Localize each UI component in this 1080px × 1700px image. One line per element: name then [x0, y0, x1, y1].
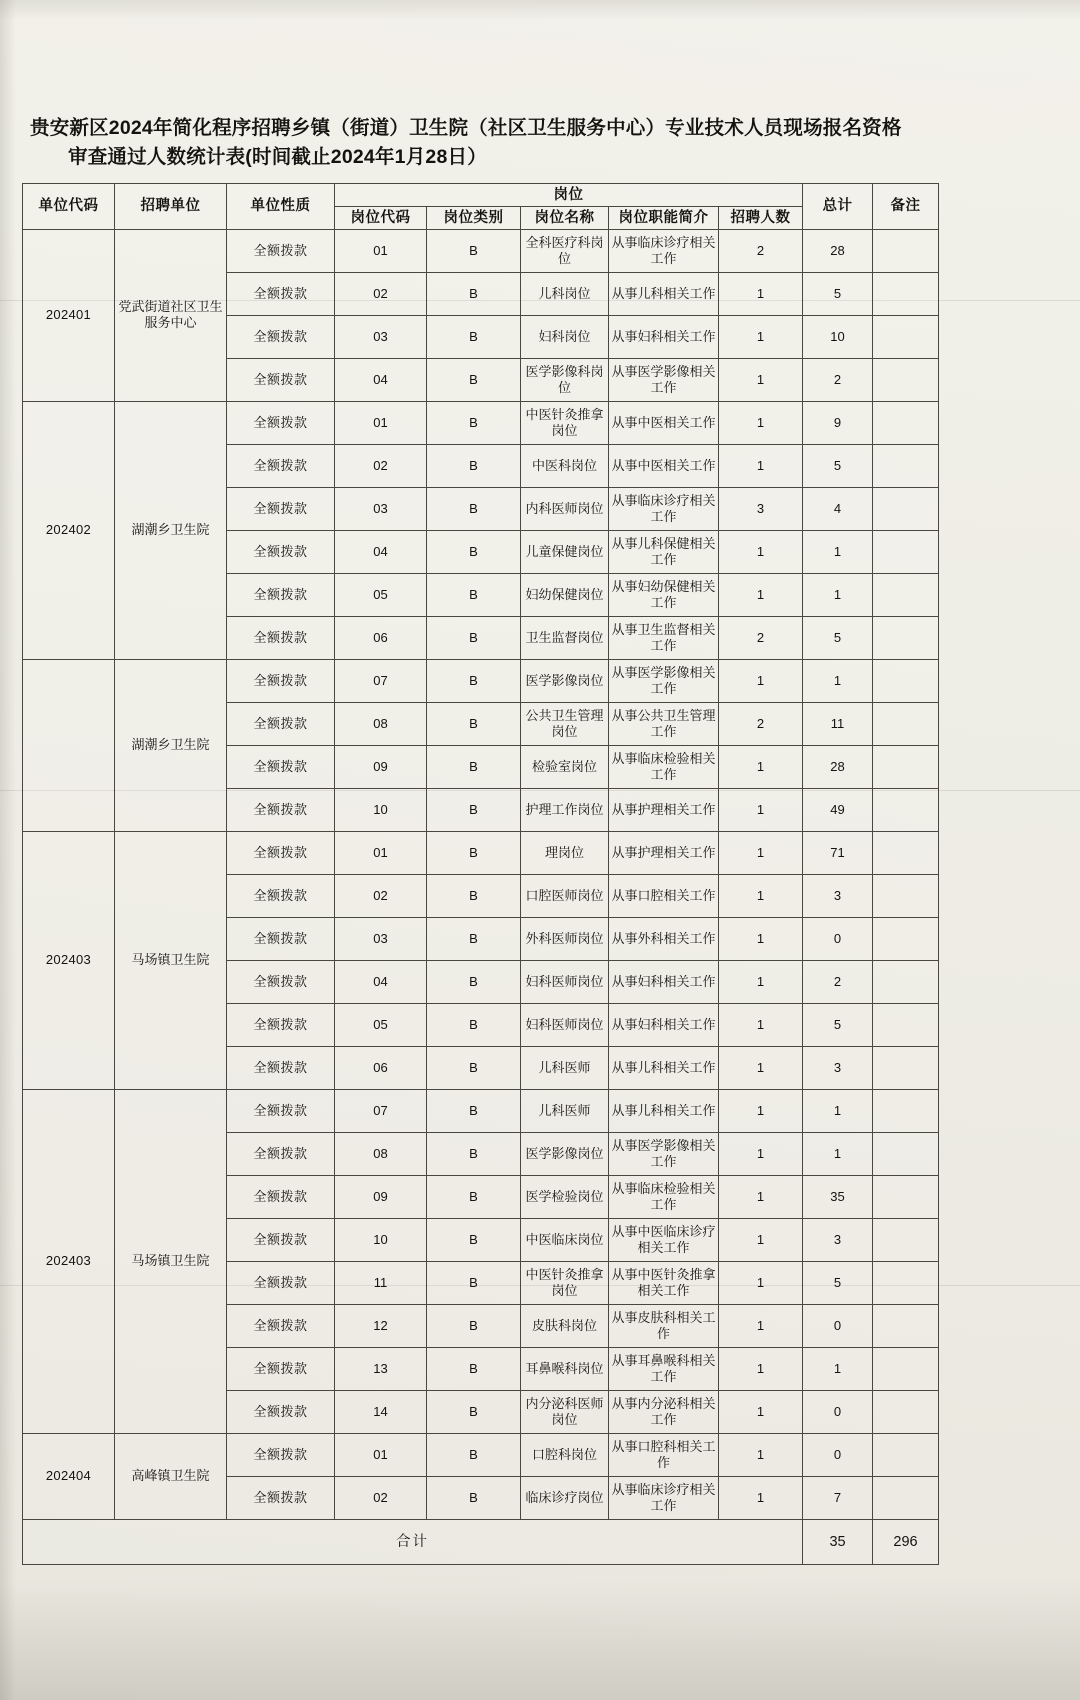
cell-recruit-count: 1 — [719, 1218, 803, 1261]
cell-post-category: B — [427, 917, 521, 960]
cell-post-category: B — [427, 702, 521, 745]
cell-remark — [873, 229, 939, 272]
cell-post-name: 儿科岗位 — [521, 272, 609, 315]
cell-post-code: 03 — [335, 917, 427, 960]
cell-post-name: 医学影像岗位 — [521, 1132, 609, 1175]
cell-remark — [873, 358, 939, 401]
cell-recruit-count: 1 — [719, 788, 803, 831]
cell-post-duty: 从事耳鼻喉科相关工作 — [609, 1347, 719, 1390]
cell-unit-nature: 全额拨款 — [227, 401, 335, 444]
cell-post-name: 口腔科岗位 — [521, 1433, 609, 1476]
cell-post-name: 儿科医师 — [521, 1089, 609, 1132]
cell-remark — [873, 487, 939, 530]
cell-post-code: 10 — [335, 1218, 427, 1261]
cell-total: 28 — [803, 229, 873, 272]
cell-total: 11 — [803, 702, 873, 745]
cell-total: 1 — [803, 573, 873, 616]
cell-post-duty: 从事护理相关工作 — [609, 788, 719, 831]
cell-post-category: B — [427, 573, 521, 616]
footer-label: 合计 — [23, 1519, 803, 1564]
cell-post-code: 05 — [335, 1003, 427, 1046]
header-unit-nature: 单位性质 — [227, 183, 335, 229]
table-row — [23, 401, 939, 444]
cell-post-name: 临床诊疗岗位 — [521, 1476, 609, 1519]
cell-recruit-count: 1 — [719, 659, 803, 702]
cell-post-duty: 从事外科相关工作 — [609, 917, 719, 960]
cell-recruit-count: 1 — [719, 573, 803, 616]
cell-total: 35 — [803, 1175, 873, 1218]
cell-post-category: B — [427, 1347, 521, 1390]
cell-unit-nature: 全额拨款 — [227, 1175, 335, 1218]
header-recruit-unit: 招聘单位 — [115, 183, 227, 229]
cell-post-category: B — [427, 530, 521, 573]
cell-post-code: 12 — [335, 1304, 427, 1347]
cell-post-category: B — [427, 960, 521, 1003]
cell-recruit-count: 2 — [719, 616, 803, 659]
table-footer-row — [23, 1519, 939, 1564]
table-body — [23, 229, 939, 1519]
cell-post-category: B — [427, 1132, 521, 1175]
cell-post-name: 医学影像科岗位 — [521, 358, 609, 401]
cell-post-duty: 从事中医临床诊疗相关工作 — [609, 1218, 719, 1261]
table-row — [23, 229, 939, 272]
page-edge-shadow-left — [0, 0, 16, 1700]
cell-post-duty: 从事妇科相关工作 — [609, 1003, 719, 1046]
cell-post-code: 07 — [335, 1089, 427, 1132]
cell-post-duty: 从事儿科相关工作 — [609, 1046, 719, 1089]
cell-total: 3 — [803, 874, 873, 917]
cell-recruit-count: 1 — [719, 272, 803, 315]
cell-remark — [873, 616, 939, 659]
cell-post-code: 06 — [335, 1046, 427, 1089]
cell-recruit-count: 1 — [719, 1003, 803, 1046]
cell-total: 0 — [803, 1390, 873, 1433]
cell-post-name: 耳鼻喉科岗位 — [521, 1347, 609, 1390]
cell-post-category: B — [427, 272, 521, 315]
cell-unit-code: 202401 — [23, 229, 115, 401]
cell-recruit-unit: 马场镇卫生院 — [115, 831, 227, 1089]
statistics-sheet — [22, 108, 938, 1565]
header-recruit-count: 招聘人数 — [719, 206, 803, 229]
cell-total: 28 — [803, 745, 873, 788]
cell-post-duty: 从事医学影像相关工作 — [609, 358, 719, 401]
cell-recruit-count: 1 — [719, 960, 803, 1003]
cell-unit-code: 202404 — [23, 1433, 115, 1519]
cell-post-category: B — [427, 358, 521, 401]
cell-post-name: 口腔医师岗位 — [521, 874, 609, 917]
document-title — [22, 108, 938, 183]
cell-total: 4 — [803, 487, 873, 530]
cell-post-category: B — [427, 788, 521, 831]
cell-post-name: 卫生监督岗位 — [521, 616, 609, 659]
cell-post-code: 02 — [335, 444, 427, 487]
cell-post-code: 10 — [335, 788, 427, 831]
cell-post-duty: 从事中医针灸推拿相关工作 — [609, 1261, 719, 1304]
cell-recruit-count: 1 — [719, 917, 803, 960]
cell-recruit-count: 3 — [719, 487, 803, 530]
page-edge-shadow-bottom — [0, 1580, 1080, 1700]
cell-post-code: 06 — [335, 616, 427, 659]
cell-post-name: 内分泌科医师岗位 — [521, 1390, 609, 1433]
cell-recruit-count: 1 — [719, 1304, 803, 1347]
header-post-code: 岗位代码 — [335, 206, 427, 229]
cell-remark — [873, 315, 939, 358]
cell-unit-nature: 全额拨款 — [227, 1433, 335, 1476]
cell-total: 5 — [803, 272, 873, 315]
cell-post-duty: 从事儿科相关工作 — [609, 272, 719, 315]
cell-post-duty: 从事妇科相关工作 — [609, 315, 719, 358]
cell-post-code: 04 — [335, 358, 427, 401]
header-total: 总计 — [803, 183, 873, 229]
cell-post-duty: 从事临床诊疗相关工作 — [609, 229, 719, 272]
cell-remark — [873, 1261, 939, 1304]
cell-post-category: B — [427, 831, 521, 874]
cell-post-duty: 从事临床检验相关工作 — [609, 1175, 719, 1218]
cell-remark — [873, 1304, 939, 1347]
cell-total: 9 — [803, 401, 873, 444]
cell-unit-nature: 全额拨款 — [227, 229, 335, 272]
cell-post-duty: 从事临床检验相关工作 — [609, 745, 719, 788]
header-unit-code: 单位代码 — [23, 183, 115, 229]
cell-remark — [873, 401, 939, 444]
cell-total: 0 — [803, 1304, 873, 1347]
cell-total: 5 — [803, 616, 873, 659]
cell-post-name: 检验室岗位 — [521, 745, 609, 788]
cell-total: 1 — [803, 1347, 873, 1390]
cell-recruit-count: 1 — [719, 831, 803, 874]
cell-post-name: 内科医师岗位 — [521, 487, 609, 530]
header-remark: 备注 — [873, 183, 939, 229]
cell-post-duty: 从事儿科保健相关工作 — [609, 530, 719, 573]
cell-post-code: 14 — [335, 1390, 427, 1433]
cell-post-duty: 从事皮肤科相关工作 — [609, 1304, 719, 1347]
cell-post-name: 妇科岗位 — [521, 315, 609, 358]
cell-remark — [873, 1175, 939, 1218]
cell-total: 0 — [803, 917, 873, 960]
cell-post-duty: 从事中医相关工作 — [609, 444, 719, 487]
table-header-row-1 — [23, 183, 939, 206]
cell-post-code: 07 — [335, 659, 427, 702]
cell-unit-nature: 全额拨款 — [227, 702, 335, 745]
cell-recruit-count: 1 — [719, 1390, 803, 1433]
cell-total: 0 — [803, 1433, 873, 1476]
document-title-line2: 审查通过人数统计表(时间截止2024年1月28日） — [68, 146, 487, 169]
cell-total: 10 — [803, 315, 873, 358]
cell-unit-nature: 全额拨款 — [227, 1132, 335, 1175]
cell-recruit-count: 1 — [719, 1261, 803, 1304]
cell-post-duty: 从事中医相关工作 — [609, 401, 719, 444]
cell-unit-nature: 全额拨款 — [227, 616, 335, 659]
cell-post-code: 01 — [335, 401, 427, 444]
cell-post-category: B — [427, 1304, 521, 1347]
cell-post-code: 02 — [335, 1476, 427, 1519]
cell-remark — [873, 1089, 939, 1132]
cell-total: 5 — [803, 1003, 873, 1046]
cell-recruit-count: 1 — [719, 444, 803, 487]
cell-post-duty: 从事口腔相关工作 — [609, 874, 719, 917]
cell-post-category: B — [427, 1089, 521, 1132]
cell-remark — [873, 272, 939, 315]
cell-unit-nature: 全额拨款 — [227, 272, 335, 315]
cell-recruit-count: 2 — [719, 229, 803, 272]
cell-unit-nature: 全额拨款 — [227, 917, 335, 960]
cell-remark — [873, 831, 939, 874]
cell-remark — [873, 1347, 939, 1390]
cell-recruit-count: 1 — [719, 1433, 803, 1476]
cell-post-category: B — [427, 444, 521, 487]
cell-remark — [873, 745, 939, 788]
cell-unit-nature: 全额拨款 — [227, 1003, 335, 1046]
cell-remark — [873, 917, 939, 960]
cell-post-name: 妇科医师岗位 — [521, 1003, 609, 1046]
cell-post-duty: 从事临床诊疗相关工作 — [609, 487, 719, 530]
cell-post-name: 护理工作岗位 — [521, 788, 609, 831]
cell-total: 1 — [803, 530, 873, 573]
cell-post-code: 01 — [335, 1433, 427, 1476]
cell-total: 2 — [803, 358, 873, 401]
cell-post-name: 医学影像岗位 — [521, 659, 609, 702]
cell-post-duty: 从事内分泌科相关工作 — [609, 1390, 719, 1433]
cell-post-category: B — [427, 1476, 521, 1519]
cell-unit-code — [23, 659, 115, 831]
cell-post-duty: 从事妇幼保健相关工作 — [609, 573, 719, 616]
cell-post-duty: 从事护理相关工作 — [609, 831, 719, 874]
cell-total: 5 — [803, 444, 873, 487]
cell-post-name: 中医针灸推拿岗位 — [521, 1261, 609, 1304]
cell-post-code: 13 — [335, 1347, 427, 1390]
cell-total: 49 — [803, 788, 873, 831]
cell-remark — [873, 1046, 939, 1089]
cell-total: 2 — [803, 960, 873, 1003]
cell-unit-nature: 全额拨款 — [227, 960, 335, 1003]
cell-unit-nature: 全额拨款 — [227, 831, 335, 874]
cell-post-code: 04 — [335, 960, 427, 1003]
cell-post-code: 09 — [335, 745, 427, 788]
cell-post-duty: 从事口腔科相关工作 — [609, 1433, 719, 1476]
cell-post-name: 公共卫生管理岗位 — [521, 702, 609, 745]
document-title-line1: 贵安新区2024年简化程序招聘乡镇（街道）卫生院（社区卫生服务中心）专业技术人员现场报名资格 — [30, 117, 902, 139]
cell-total: 1 — [803, 1089, 873, 1132]
cell-unit-nature: 全额拨款 — [227, 358, 335, 401]
cell-unit-nature: 全额拨款 — [227, 1476, 335, 1519]
cell-post-category: B — [427, 229, 521, 272]
cell-total: 7 — [803, 1476, 873, 1519]
cell-unit-nature: 全额拨款 — [227, 874, 335, 917]
cell-post-code: 03 — [335, 315, 427, 358]
cell-recruit-unit: 党武街道社区卫生服务中心 — [115, 229, 227, 401]
cell-unit-nature: 全额拨款 — [227, 487, 335, 530]
cell-post-category: B — [427, 1390, 521, 1433]
cell-remark — [873, 1433, 939, 1476]
header-post-duty: 岗位职能简介 — [609, 206, 719, 229]
cell-post-category: B — [427, 616, 521, 659]
cell-remark — [873, 1132, 939, 1175]
cell-post-code: 04 — [335, 530, 427, 573]
cell-post-category: B — [427, 315, 521, 358]
cell-remark — [873, 788, 939, 831]
header-post-name: 岗位名称 — [521, 206, 609, 229]
cell-post-code: 02 — [335, 272, 427, 315]
cell-post-name: 妇幼保健岗位 — [521, 573, 609, 616]
cell-recruit-count: 1 — [719, 874, 803, 917]
footer-recruit-count: 35 — [803, 1519, 873, 1564]
cell-recruit-count: 1 — [719, 745, 803, 788]
cell-recruit-count: 1 — [719, 315, 803, 358]
cell-unit-nature: 全额拨款 — [227, 745, 335, 788]
table-row — [23, 1433, 939, 1476]
cell-post-category: B — [427, 1175, 521, 1218]
cell-recruit-unit: 高峰镇卫生院 — [115, 1433, 227, 1519]
cell-post-name: 医学检验岗位 — [521, 1175, 609, 1218]
cell-post-name: 儿童保健岗位 — [521, 530, 609, 573]
header-post-category: 岗位类别 — [427, 206, 521, 229]
cell-post-duty: 从事医学影像相关工作 — [609, 1132, 719, 1175]
cell-post-category: B — [427, 1218, 521, 1261]
cell-post-duty: 从事临床诊疗相关工作 — [609, 1476, 719, 1519]
cell-post-name: 儿科医师 — [521, 1046, 609, 1089]
cell-unit-nature: 全额拨款 — [227, 1347, 335, 1390]
cell-remark — [873, 874, 939, 917]
cell-recruit-unit: 湖潮乡卫生院 — [115, 401, 227, 659]
cell-unit-code: 202403 — [23, 831, 115, 1089]
cell-recruit-count: 1 — [719, 1132, 803, 1175]
cell-remark — [873, 1390, 939, 1433]
cell-remark — [873, 659, 939, 702]
cell-post-name: 理岗位 — [521, 831, 609, 874]
cell-post-code: 08 — [335, 1132, 427, 1175]
cell-total: 1 — [803, 659, 873, 702]
cell-unit-code: 202403 — [23, 1089, 115, 1433]
cell-post-duty: 从事卫生监督相关工作 — [609, 616, 719, 659]
cell-recruit-count: 1 — [719, 1347, 803, 1390]
table-row — [23, 831, 939, 874]
header-post-group: 岗位 — [335, 183, 803, 206]
cell-post-category: B — [427, 1046, 521, 1089]
cell-recruit-count: 1 — [719, 358, 803, 401]
cell-post-duty: 从事儿科相关工作 — [609, 1089, 719, 1132]
cell-unit-nature: 全额拨款 — [227, 1261, 335, 1304]
cell-recruit-count: 1 — [719, 1089, 803, 1132]
cell-recruit-count: 1 — [719, 1175, 803, 1218]
cell-recruit-count: 1 — [719, 401, 803, 444]
cell-unit-nature: 全额拨款 — [227, 659, 335, 702]
cell-unit-nature: 全额拨款 — [227, 444, 335, 487]
cell-recruit-unit: 马场镇卫生院 — [115, 1089, 227, 1433]
table-row — [23, 1089, 939, 1132]
cell-post-code: 01 — [335, 831, 427, 874]
cell-post-category: B — [427, 874, 521, 917]
cell-post-category: B — [427, 487, 521, 530]
cell-post-code: 08 — [335, 702, 427, 745]
cell-total: 1 — [803, 1132, 873, 1175]
cell-unit-nature: 全额拨款 — [227, 1304, 335, 1347]
cell-total: 3 — [803, 1218, 873, 1261]
cell-post-code: 02 — [335, 874, 427, 917]
table-row — [23, 659, 939, 702]
cell-remark — [873, 1476, 939, 1519]
cell-post-category: B — [427, 1433, 521, 1476]
cell-post-duty: 从事妇科相关工作 — [609, 960, 719, 1003]
cell-total: 5 — [803, 1261, 873, 1304]
cell-remark — [873, 960, 939, 1003]
cell-post-category: B — [427, 1261, 521, 1304]
cell-total: 71 — [803, 831, 873, 874]
cell-recruit-count: 2 — [719, 702, 803, 745]
cell-post-code: 09 — [335, 1175, 427, 1218]
cell-recruit-count: 1 — [719, 1046, 803, 1089]
cell-total: 3 — [803, 1046, 873, 1089]
footer-total: 296 — [873, 1519, 939, 1564]
cell-post-code: 01 — [335, 229, 427, 272]
cell-post-category: B — [427, 401, 521, 444]
cell-post-name: 全科医疗科岗位 — [521, 229, 609, 272]
statistics-table — [22, 183, 939, 1565]
cell-post-category: B — [427, 1003, 521, 1046]
cell-recruit-count: 1 — [719, 530, 803, 573]
cell-post-category: B — [427, 745, 521, 788]
cell-post-duty: 从事公共卫生管理工作 — [609, 702, 719, 745]
cell-remark — [873, 702, 939, 745]
cell-post-category: B — [427, 659, 521, 702]
cell-remark — [873, 1003, 939, 1046]
cell-post-name: 中医临床岗位 — [521, 1218, 609, 1261]
cell-unit-nature: 全额拨款 — [227, 573, 335, 616]
cell-post-name: 妇科医师岗位 — [521, 960, 609, 1003]
cell-unit-nature: 全额拨款 — [227, 530, 335, 573]
cell-post-name: 中医科岗位 — [521, 444, 609, 487]
cell-unit-nature: 全额拨款 — [227, 1390, 335, 1433]
cell-remark — [873, 573, 939, 616]
cell-post-code: 05 — [335, 573, 427, 616]
cell-unit-nature: 全额拨款 — [227, 1089, 335, 1132]
cell-remark — [873, 444, 939, 487]
cell-unit-nature: 全额拨款 — [227, 315, 335, 358]
cell-post-name: 中医针灸推拿岗位 — [521, 401, 609, 444]
cell-unit-code: 202402 — [23, 401, 115, 659]
cell-unit-nature: 全额拨款 — [227, 1046, 335, 1089]
cell-post-name: 外科医师岗位 — [521, 917, 609, 960]
cell-unit-nature: 全额拨款 — [227, 1218, 335, 1261]
cell-post-code: 03 — [335, 487, 427, 530]
cell-unit-nature: 全额拨款 — [227, 788, 335, 831]
cell-remark — [873, 530, 939, 573]
page-edge-shadow-top — [0, 0, 1080, 20]
cell-post-name: 皮肤科岗位 — [521, 1304, 609, 1347]
cell-recruit-unit: 湖潮乡卫生院 — [115, 659, 227, 831]
cell-post-code: 11 — [335, 1261, 427, 1304]
cell-post-duty: 从事医学影像相关工作 — [609, 659, 719, 702]
cell-remark — [873, 1218, 939, 1261]
cell-recruit-count: 1 — [719, 1476, 803, 1519]
